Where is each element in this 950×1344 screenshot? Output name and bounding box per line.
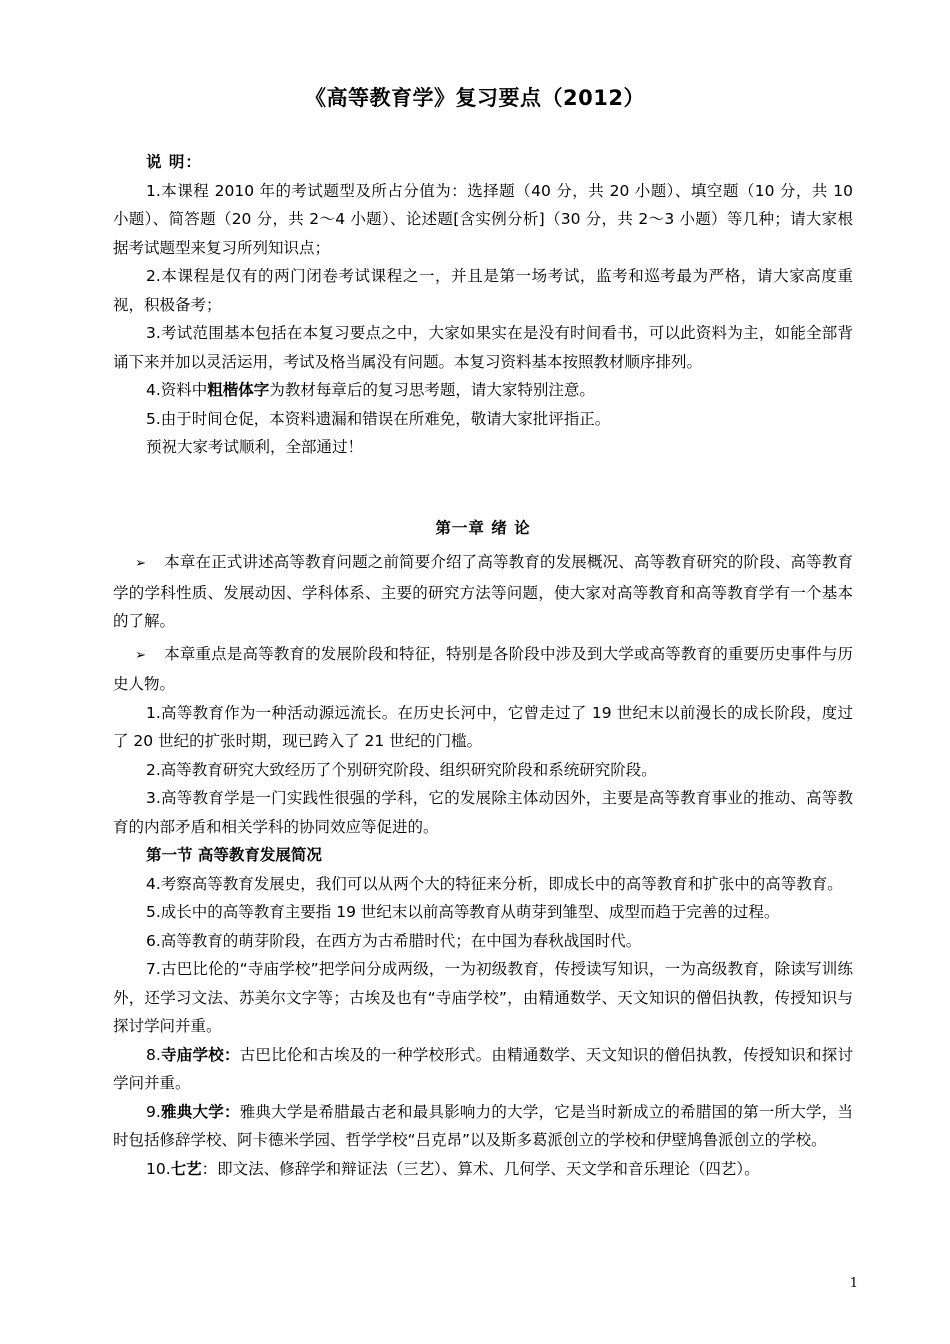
point-8-term: 寺庙学校：: [160, 1045, 240, 1064]
intro-item-2: 2.本课程是仅有的两门闭卷考试课程之一，并且是第一场考试，监考和巡考最为严格，请大家高度重视，积极备考；: [113, 267, 853, 314]
point-9: [113, 1098, 853, 1155]
intro-item-4-suffix: 为教材每章后的复习思考题，请大家特别注意。: [269, 381, 595, 399]
chapter-bullet-1: [113, 548, 853, 636]
intro-item-4-bold: 粗楷体字: [207, 381, 270, 399]
point-2: 2.高等教育研究大致经历了个别研究阶段、组织研究阶段和系统研究阶段。: [146, 760, 657, 779]
intro-item-4-prefix: 4.资料中: [146, 381, 208, 399]
point-8-text: 古巴比伦和古埃及的一种学校形式。由精通数学、天文知识的僧侣执教，传授知识和探讨学问并重。: [113, 1045, 853, 1092]
chapter-heading: 第一章 绪 论: [435, 518, 531, 537]
point-10-term: 七艺: [170, 1159, 202, 1178]
document-body: [113, 148, 853, 1183]
intro-label: 说 明：: [146, 153, 202, 171]
intro-item-1: 1.本课程 2010 年的考试题型及所占分值为：选择题（40 分，共 20 小题）、填空题（10 分，共 10 小题）、简答题（20 分，共 2～4 小题）、论述题[含实例分析]（30 分，共 2～3 小题）等几种；请大家根据考试题型来复习所列知识点；: [113, 181, 853, 257]
intro-item-4: [113, 376, 853, 405]
intro-item-3: 3.考试范围基本包括在本复习要点之中，大家如果实在是没有时间看书，可以此资料为主，如能全部背诵下来并加以灵活运用，考试及格当属没有问题。本复习资料基本按照教材顺序排列。: [113, 324, 853, 371]
chapter-bullet-2: [113, 640, 853, 699]
arrow-bullet-icon: ➢: [135, 556, 146, 571]
point-8: [113, 1041, 853, 1098]
point-10-number: 10.: [146, 1159, 171, 1178]
chapter-bullet-1-text: 本章在正式讲述高等教育问题之前简要介绍了高等教育的发展概况、高等教育研究的阶段、高等教育学的学科性质、发展动因、学科体系、主要的研究方法等问题，使大家对高等教育和高等教育学有一个基本的了解。: [113, 553, 853, 630]
intro-item-5: 5.由于时间仓促，本资料遗漏和错误在所难免，敬请大家批评指正。: [146, 409, 611, 428]
intro-wish: 预祝大家考试顺利，全部通过！: [146, 438, 364, 456]
point-9-text: 雅典大学是希腊最古老和最具影响力的大学，它是当时新成立的希腊国的第一所大学，当时包括修辞学校、阿卡德米学园、哲学学校“吕克昂”以及斯多葛派创立的学校和伊壁鸠鲁派创立的学校。: [113, 1102, 853, 1149]
page-number: 1: [849, 1276, 858, 1291]
point-9-term: 雅典大学：: [160, 1102, 240, 1121]
point-4: 4.考察高等教育发展史，我们可以从两个大的特征来分析，即成长中的高等教育和扩张中的高等教育。: [146, 874, 843, 893]
point-9-number: 9.: [146, 1102, 161, 1121]
point-8-number: 8.: [146, 1045, 161, 1064]
document-title: 《高等教育学》复习要点（2012）: [305, 86, 645, 110]
point-7: 7.古巴比伦的“寺庙学校”把学问分成两级，一为初级教育，传授读写知识，一为高级教育，除读写训练外，还学习文法、苏美尔文字等；古埃及也有“寺庙学校”，由精通数学、天文知识的僧侣执教，传授知识与探讨学问并重。: [113, 960, 853, 1035]
arrow-bullet-icon: ➢: [135, 647, 146, 663]
chapter-bullet-2-text: 本章重点是高等教育的发展阶段和特征，特别是各阶段中涉及到大学或高等教育的重要历史事件与历史人物。: [113, 644, 853, 693]
point-1: 1.高等教育作为一种活动源远流长。在历史长河中，它曾走过了 19 世纪末以前漫长的成长阶段，度过了 20 世纪的扩张时期，现已跨入了 21 世纪的门槛。: [113, 703, 853, 750]
point-6: 6.高等教育的萌芽阶段，在西方为古希腊时代；在中国为春秋战国时代。: [146, 931, 642, 950]
point-10: [113, 1155, 853, 1184]
point-5: 5.成长中的高等教育主要指 19 世纪末以前高等教育从萌芽到雏型、成型而趋于完善的过程。: [146, 903, 780, 921]
point-3: 3.高等教育学是一门实践性很强的学科，它的发展除主体动因外，主要是高等教育事业的推动、高等教育的内部矛盾和相关学科的协同效应等促进的。: [113, 789, 853, 836]
point-10-text: ：即文法、修辞学和辩证法（三艺）、算术、几何学、天文学和音乐理论（四艺）。: [201, 1159, 760, 1178]
section-heading: 第一节 高等教育发展简况: [146, 846, 322, 864]
